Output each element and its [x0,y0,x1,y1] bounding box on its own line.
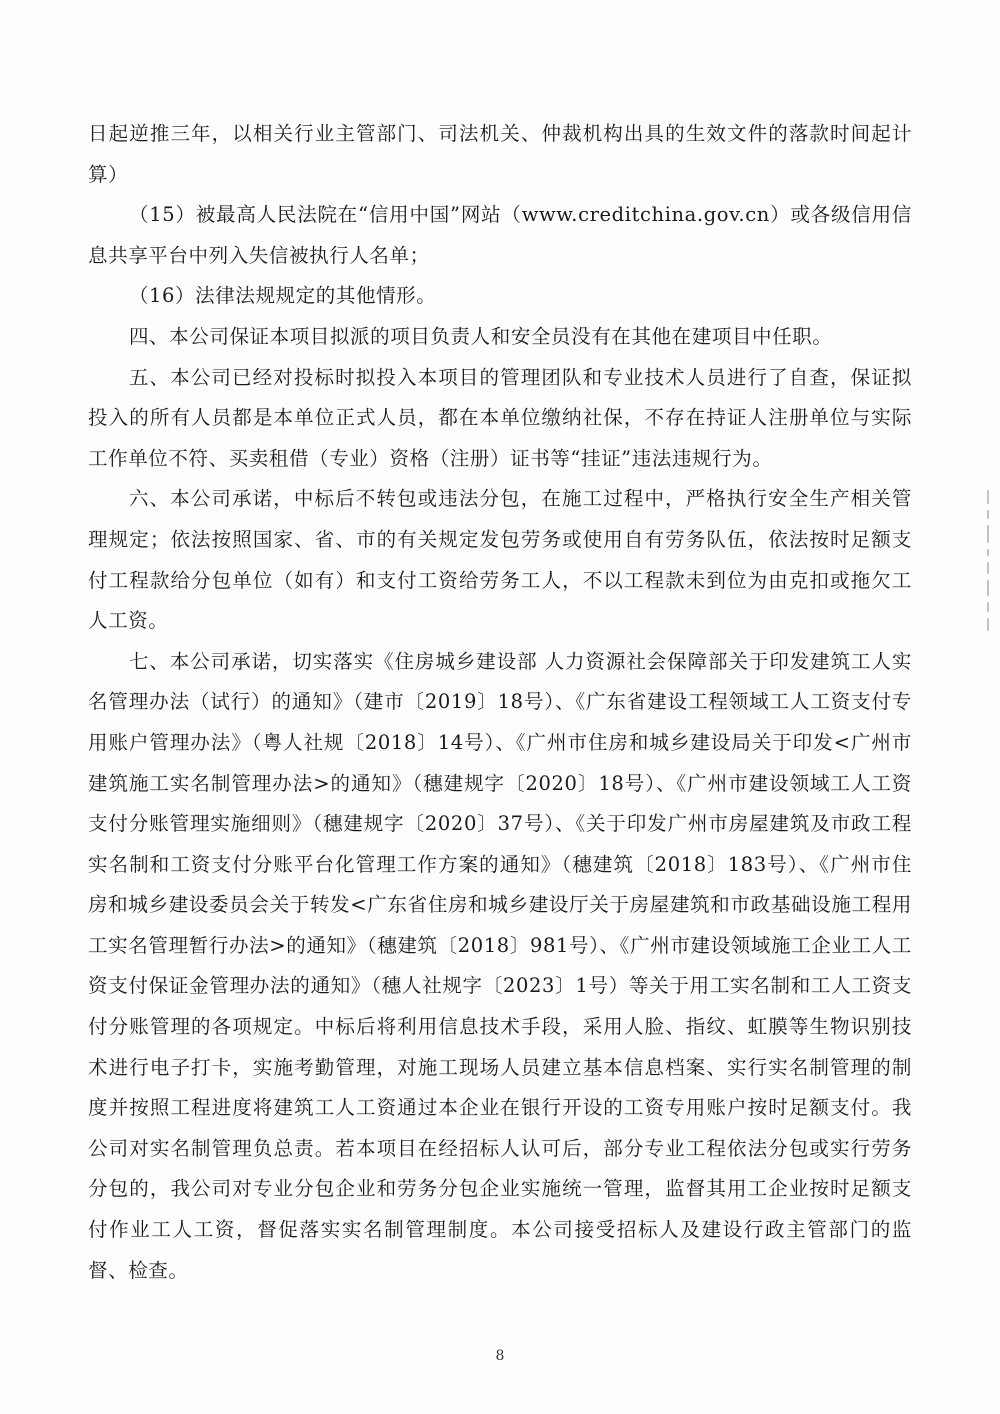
paragraph-section-4: 四、本公司保证本项目拟派的项目负责人和安全员没有在其他在建项目中任职。 [128,324,833,348]
edge-seal-mark-icon [980,490,996,680]
paragraph-continuation: 日起逆推三年，以相关行业主管部门、司法机关、仲裁机构出具的生效文件的落款时间起计算） [88,122,912,186]
paragraph-item-15: （15）被最高人民法院在“信用中国”网站（www.creditchina.gov.cn）或各级信用信息共享平台中列入失信被执行人名单； [88,203,912,267]
document-body [88,114,912,1291]
paragraph-section-5: 五、本公司已经对投标时拟投入本项目的管理团队和专业技术人员进行了自查，保证拟投入的所有人员都是本单位正式人员，都在本单位缴纳社保，不存在持证人注册单位与实际工作单位不符、买卖租借（专业）资格（注册）证书等“挂证”违法违规行为。 [88,365,912,470]
paragraph-section-6: 六、本公司承诺，中标后不转包或违法分包，在施工过程中，严格执行安全生产相关管理规定；依法按照国家、省、市的有关规定发包劳务或使用自有劳务队伍，依法按时足额支付工程款给分包单位（如有）和支付工资给劳务工人，不以工程款未到位为由克扣或拖欠工人工资。 [88,487,912,633]
page-number: 8 [495,1348,505,1364]
paragraph-section-7: 七、本公司承诺，切实落实《住房城乡建设部 人力资源社会保障部关于印发建筑工人实名管理办法（试行）的通知》（建市〔2019〕18号）、《广东省建设工程领域工人工资支付专用账户管理办法》（粤人社规〔2018〕14号）、《广州市住房和城乡建设局关于印发<广州市建筑施工实名制管理办法>的通知》（穗建规字〔2020〕18号）、《广州市建设领域工人工资支付分账管理实施细则》（穗建规字〔2020〕37号）、《关于印发广州市房屋建筑及市政工程实名制和工资支付分账平台化管理工作方案的通知》（穗建筑〔2018〕183号）、《广州市住房和城乡建设委员会关于转发<广东省住房和城乡建设厅关于房屋建筑和市政基础设施工程用工实名管理暂行办法>的通知》（穗建筑〔2018〕981号）、《广州市建设领域施工企业工人工资支付保证金管理办法的通知》（穗人社规字〔2023〕1号）等关于用工实名制和工人工资支付分账管理的各项规定。中标后将利用信息技术手段，采用人脸、指纹、虹膜等生物识别技术进行电子打卡，实施考勤管理，对施工现场人员建立基本信息档案、实行实名制管理的制度并按照工程进度将建筑工人工资通过本企业在银行开设的工资专用账户按时足额支付。我公司对实名制管理负总责。若本项目在经招标人认可后，部分专业工程依法分包或实行劳务分包的，我公司对专业分包企业和劳务分包企业实施统一管理，监督其用工企业按时足额支付作业工人工资，督促落实实名制管理制度。本公司接受招标人及建设行政主管部门的监督、检查。 [88,649,912,1282]
paragraph-item-16: （16）法律法规规定的其他情形。 [128,284,437,308]
